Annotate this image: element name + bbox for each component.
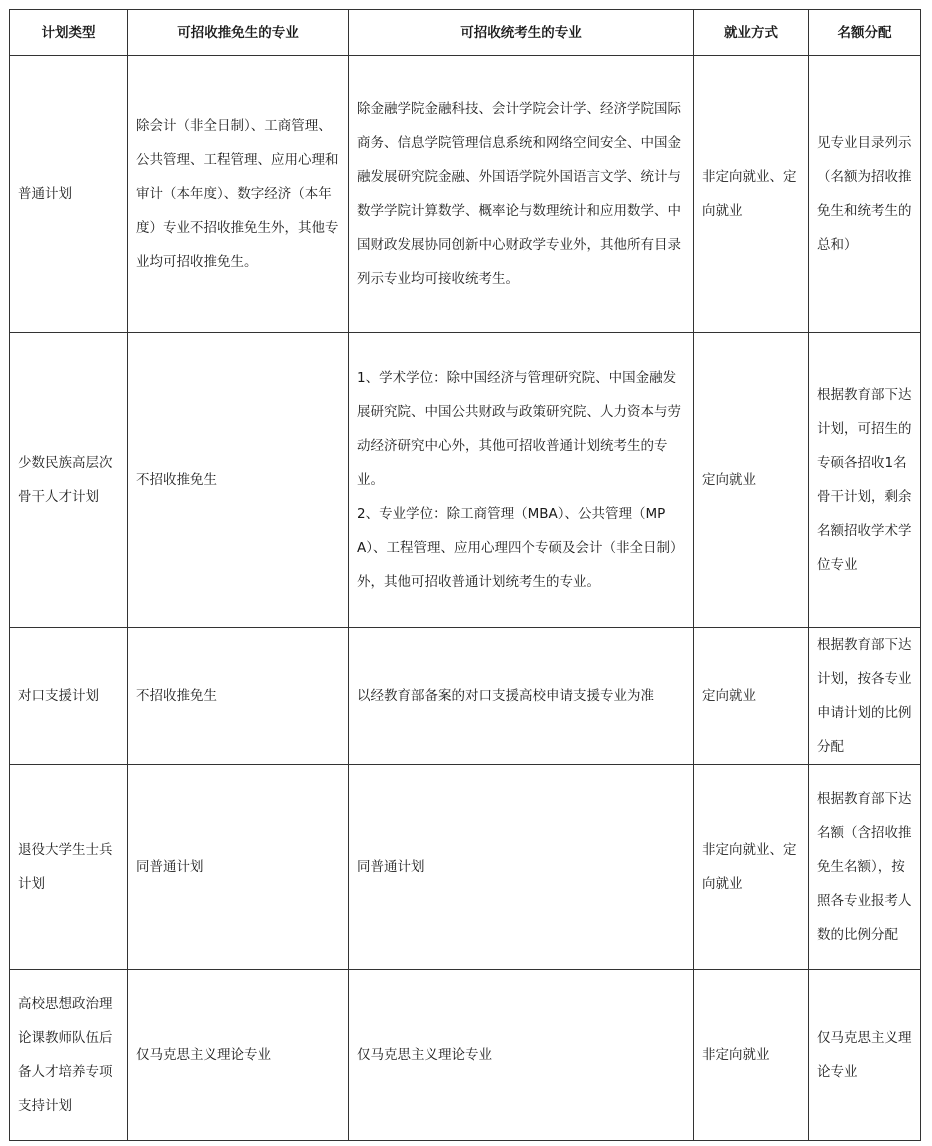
- table-row: [10, 970, 921, 1141]
- table-header-row: [10, 10, 921, 56]
- cell-plan-type: 对口支援计划: [10, 628, 128, 765]
- header-quota: 名额分配: [809, 10, 921, 56]
- table-row: [10, 628, 921, 765]
- exam-paragraph: 以经教育部备案的对口支援高校申请支援专业为准: [357, 688, 654, 704]
- cell-exempt-majors: 不招收推免生: [128, 333, 349, 628]
- cell-plan-type: 少数民族高层次骨干人才计划: [10, 333, 128, 628]
- cell-quota: 见专业目录列示（名额为招收推免生和统考生的总和）: [809, 56, 921, 333]
- cell-employment: 非定向就业、定向就业: [694, 56, 809, 333]
- cell-exam-majors: [349, 56, 694, 333]
- cell-exempt-majors: 同普通计划: [128, 765, 349, 970]
- exam-paragraph: 1、学术学位：除中国经济与管理研究院、中国金融发展研究院、中国公共财政与政策研究院、人力资本与劳动经济研究中心外，其他可招收普通计划统考生的专业。: [357, 370, 681, 488]
- header-exam-majors: 可招收统考生的专业: [349, 10, 694, 56]
- cell-quota: 根据教育部下达计划，可招生的专硕各招收1名骨干计划，剩余名额招收学术学位专业: [809, 333, 921, 628]
- cell-employment: 非定向就业、定向就业: [694, 765, 809, 970]
- cell-plan-type: 高校思想政治理论课教师队伍后备人才培养专项支持计划: [10, 970, 128, 1141]
- cell-exam-majors: [349, 333, 694, 628]
- enrollment-plan-table: [9, 9, 921, 1141]
- cell-employment: 定向就业: [694, 333, 809, 628]
- cell-employment: 非定向就业: [694, 970, 809, 1141]
- cell-exempt-majors: 除会计（非全日制）、工商管理、公共管理、工程管理、应用心理和审计（本年度）、数字经济（本年度）专业不招收推免生外，其他专业均可招收推免生。: [128, 56, 349, 333]
- table-row: [10, 333, 921, 628]
- exam-paragraph: 同普通计划: [357, 859, 425, 875]
- cell-exam-majors: [349, 970, 694, 1141]
- cell-quota: 根据教育部下达计划，按各专业申请计划的比例分配: [809, 628, 921, 765]
- header-exempt-majors: 可招收推免生的专业: [128, 10, 349, 56]
- exam-paragraph: 2、专业学位：除工商管理（MBA）、公共管理（MPA）、工程管理、应用心理四个专硕及会计（非全日制）外，其他可招收普通计划统考生的专业。: [357, 506, 684, 590]
- cell-employment: 定向就业: [694, 628, 809, 765]
- table-row: [10, 56, 921, 333]
- cell-exempt-majors: 不招收推免生: [128, 628, 349, 765]
- table-row: [10, 765, 921, 970]
- cell-exempt-majors: 仅马克思主义理论专业: [128, 970, 349, 1141]
- cell-plan-type: 退役大学生士兵计划: [10, 765, 128, 970]
- cell-exam-majors: [349, 765, 694, 970]
- cell-quota: 仅马克思主义理论专业: [809, 970, 921, 1141]
- exam-paragraph: 仅马克思主义理论专业: [357, 1047, 492, 1063]
- cell-exam-majors: [349, 628, 694, 765]
- header-employment: 就业方式: [694, 10, 809, 56]
- cell-quota: 根据教育部下达名额（含招收推免生名额），按照各专业报考人数的比例分配: [809, 765, 921, 970]
- exam-paragraph: 除金融学院金融科技、会计学院会计学、经济学院国际商务、信息学院管理信息系统和网络空间安全、中国金融发展研究院金融、外国语学院外国语言文学、统计与数学学院计算数学、概率论与数理统计和应用数学、中国财政发展协同创新中心财政学专业外，其他所有目录列示专业均可接收统考生。: [357, 101, 681, 287]
- header-plan-type: 计划类型: [10, 10, 128, 56]
- cell-plan-type: 普通计划: [10, 56, 128, 333]
